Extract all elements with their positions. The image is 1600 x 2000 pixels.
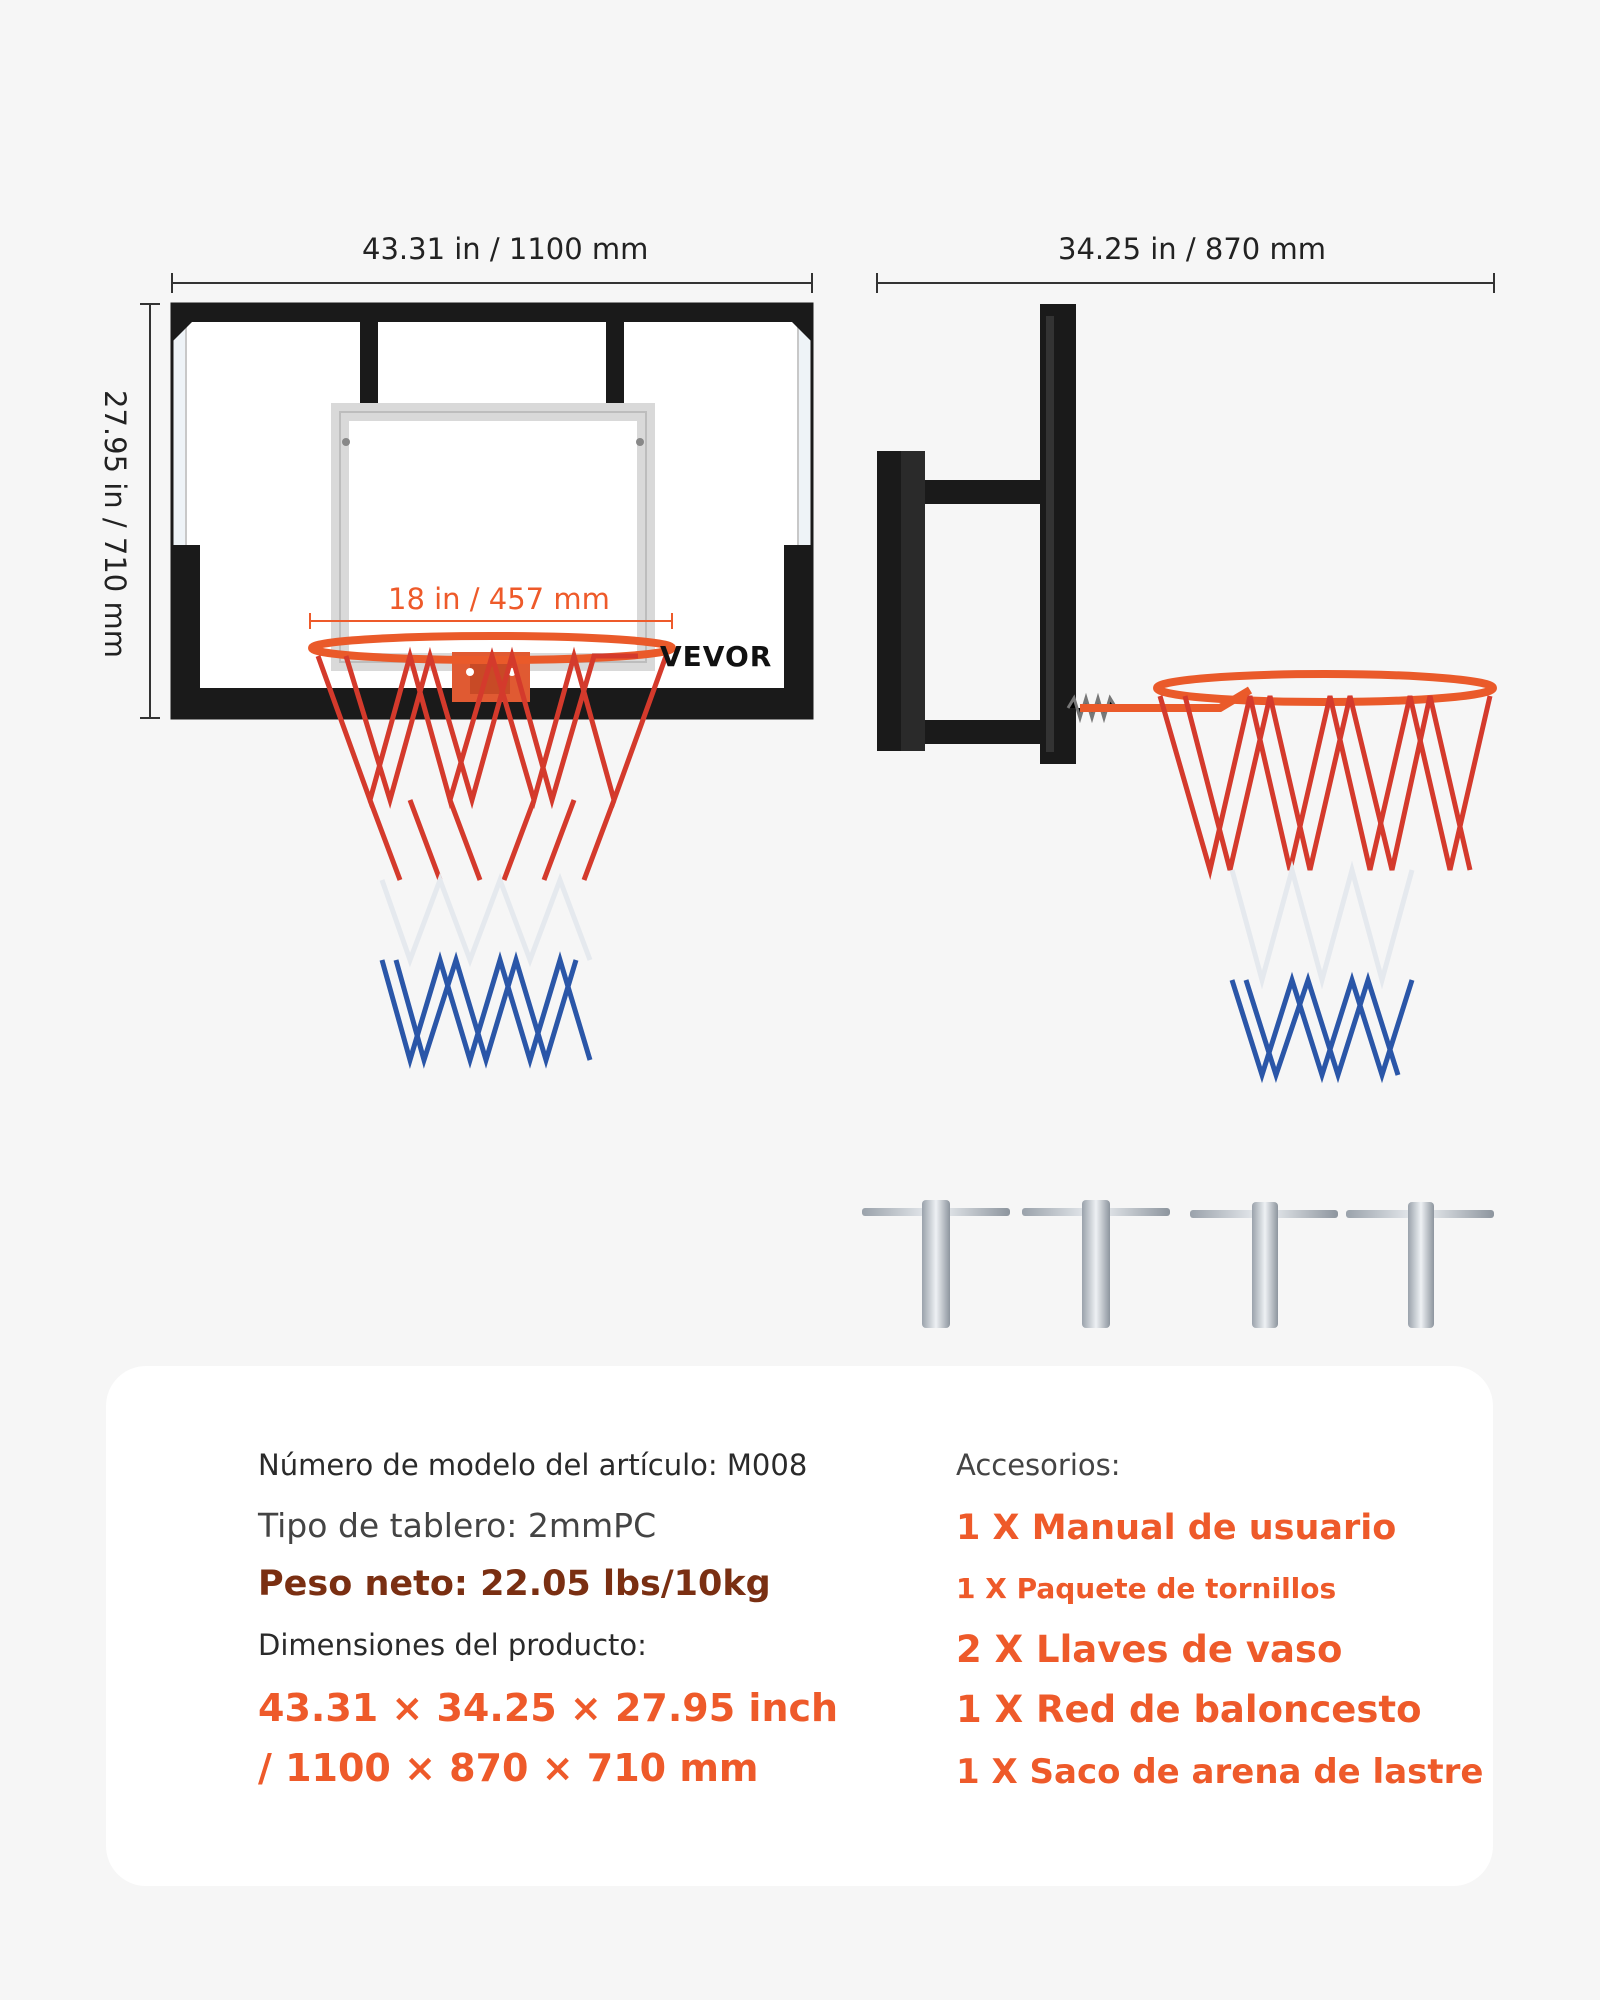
model-number: Número de modelo del artículo: M008 [258, 1448, 808, 1482]
socket-wrench-icon [1022, 1200, 1170, 1328]
dimensions-mm: / 1100 × 870 × 710 mm [258, 1746, 759, 1790]
height-dimension-line [140, 304, 160, 718]
rim-side [1157, 674, 1493, 702]
accessory-item: 2 X Llaves de vaso [956, 1628, 1343, 1671]
height-label: 27.95 in / 710 mm [98, 390, 132, 658]
info-card [106, 1366, 1493, 1886]
brand-logo: VEVOR [660, 640, 773, 673]
socket-wrenches [862, 1200, 1494, 1328]
depth-label: 34.25 in / 870 mm [1058, 232, 1326, 266]
net-weight: Peso neto: 22.05 lbs/10kg [258, 1564, 771, 1604]
dimensions-title: Dimensiones del producto: [258, 1628, 647, 1662]
depth-dimension-line [877, 273, 1494, 293]
width-dimension-line [172, 273, 812, 293]
board-type: Tipo de tablero: 2mmPC [258, 1506, 657, 1545]
accessory-item: 1 X Red de baloncesto [956, 1688, 1422, 1731]
backboard-side [877, 304, 1076, 764]
net-side [1160, 696, 1490, 1075]
socket-wrench-icon [1346, 1202, 1494, 1328]
accessory-item: 1 X Saco de arena de lastre [956, 1752, 1484, 1792]
socket-wrench-icon [862, 1200, 1010, 1328]
socket-wrench-icon [1190, 1202, 1338, 1328]
accessory-item: 1 X Paquete de tornillos [956, 1572, 1337, 1605]
rim-label: 18 in / 457 mm [388, 582, 610, 616]
width-label: 43.31 in / 1100 mm [362, 232, 649, 266]
dimensions-inch: 43.31 × 34.25 × 27.95 inch [258, 1686, 839, 1730]
accessory-item: 1 X Manual de usuario [956, 1508, 1397, 1548]
accessories-title: Accesorios: [956, 1448, 1121, 1482]
